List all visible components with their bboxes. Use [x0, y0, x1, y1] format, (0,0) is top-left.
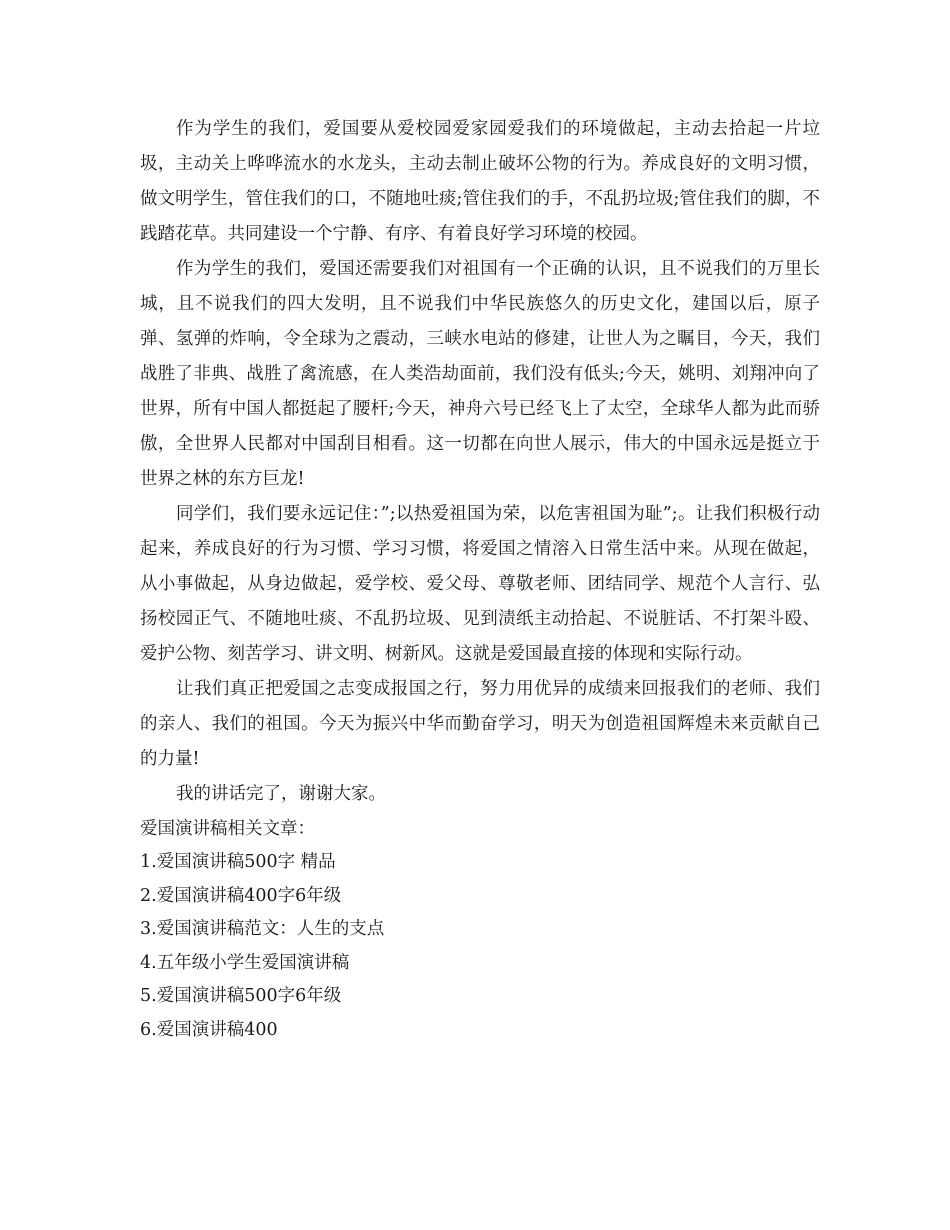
related-article-link[interactable]: 5.爱国演讲稿500字6年级: [140, 986, 342, 1006]
related-article-link[interactable]: 6.爱国演讲稿400: [140, 1019, 278, 1040]
document-page: [140, 112, 820, 1047]
related-article-link[interactable]: 2.爱国演讲稿400字6年级: [140, 885, 342, 906]
related-articles-heading: 爱国演讲稿相关文章：: [140, 819, 315, 839]
related-article-link[interactable]: 1.爱国演讲稿500字 精品: [140, 852, 336, 872]
related-article-link[interactable]: 4.五年级小学生爱国演讲稿: [140, 952, 350, 973]
related-article-link[interactable]: 3.爱国演讲稿范文：人生的支点: [140, 919, 385, 939]
related-articles-list: [140, 846, 820, 1047]
paragraph-4: 让我们真正把爱国之志变成报国之行，努力用优异的成绩来回报我们的老师、我们的亲人、我们的祖国。今天为振兴中华而勤奋学习，明天为创造祖国辉煌未来贡献自己的力量!: [140, 679, 820, 769]
paragraph-2: 作为学生的我们，爱国还需要我们对祖国有一个正确的认识，且不说我们的万里长城，且不说我们的四大发明，且不说我们中华民族悠久的历史文化，建国以后，原子弹、氢弹的炸响，令全球为之震动，三峡水电站的修建，让世人为之瞩目，今天，我们战胜了非典、战胜了禽流感，在人类浩劫面前，我们没有低头;今天，姚明、刘翔冲向了世界，所有中国人都挺起了腰杆;今天，神舟六号已经飞上了太空，全球华人都为此而骄傲，全世界人民都对中国刮目相看。这一切都在向世人展示，伟大的中国永远是挺立于世界之林的东方巨龙!: [140, 259, 820, 489]
closing-remark: 我的讲话完了，谢谢大家。: [176, 784, 386, 804]
paragraph-3: 同学们，我们要永远记住：”;以热爱祖国为荣，以危害祖国为耻”;。让我们积极行动起来，养成良好的行为习惯、学习习惯，将爱国之情溶入日常生活中来。从现在做起，从小事做起，从身边做起，爱学校、爱父母、尊敬老师、团结同学、规范个人言行、弘扬校园正气、不随地吐痰、不乱扔垃圾、见到渍纸主动拾起、不说脏话、不打架斗殴、爱护公物、刻苦学习、讲文明、树新风。这就是爱国最直接的体现和实际行动。: [140, 504, 820, 664]
paragraph-1: 作为学生的我们，爱国要从爱校园爱家园爱我们的环境做起，主动去拾起一片垃圾，主动关上哗哗流水的水龙头，主动去制止破坏公物的行为。养成良好的文明习惯，做文明学生，管住我们的口，不随地吐痰;管住我们的手，不乱扔垃圾;管住我们的脚，不践踏花草。共同建设一个宁静、有序、有着良好学习环境的校园。: [140, 119, 820, 244]
